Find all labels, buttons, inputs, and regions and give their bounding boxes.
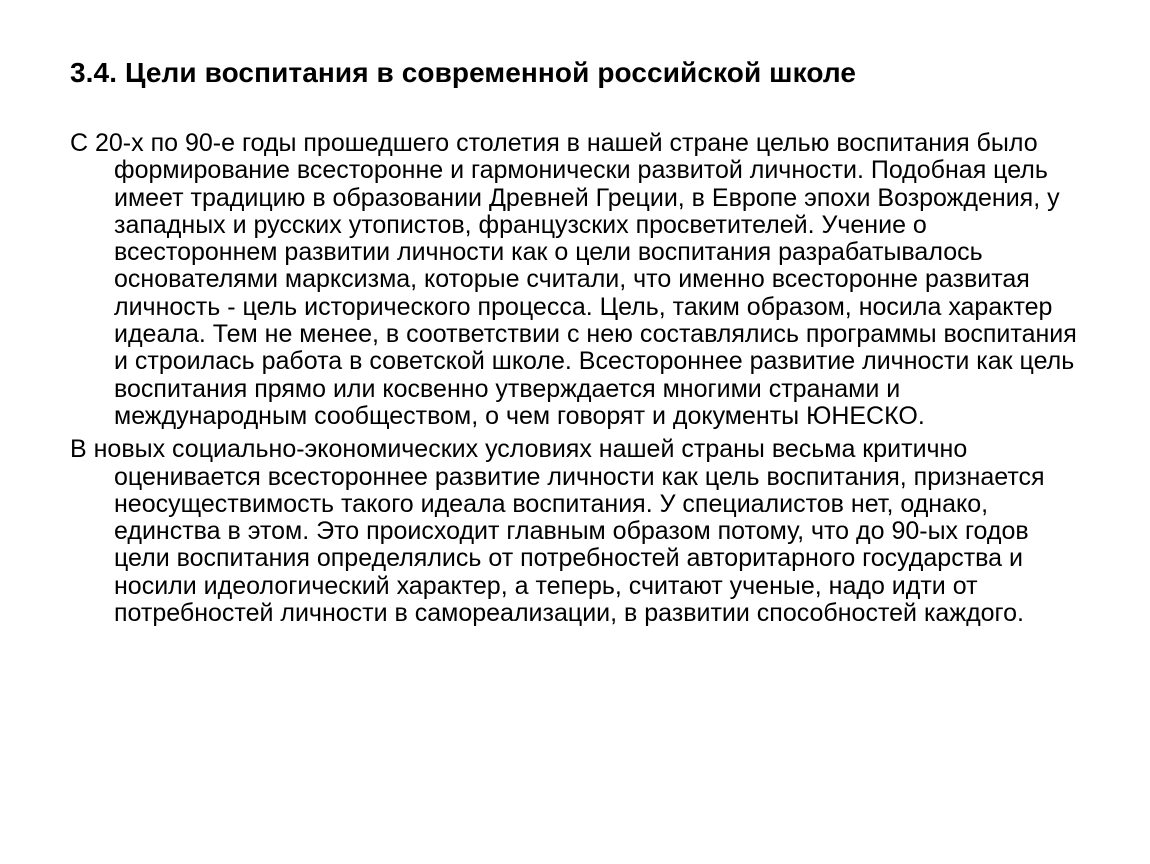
slide-title: 3.4. Цели воспитания в современной российской школе (70, 57, 857, 88)
paragraph-new-conditions: В новых социально-экономических условиях нашей страны весьма критично оценивается всестороннее развитие личности как цель воспитания, признается неосуществимость такого идеала воспитания. У специалистов нет, однако, единства в этом. Это происходит главным образом потому, что до 90-ых годов цели воспитания определялись от потребностей авторитарного государства и носили идеологический характер, а теперь, считают ученые, надо идти от потребностей личности в самореализации, в развитии способностей каждого. (70, 435, 1045, 628)
slide-body (70, 130, 1080, 633)
paragraph-soviet-era-goal: С 20-х по 90-е годы прошедшего столетия в нашей стране целью воспитания было формирование всесторонне и гармонически развитой личности. Подобная цель имеет традицию в образовании Древней Греции, в Европе эпохи Возрождения, у западных и русских утопистов, французских просветителей. Учение о всестороннем развитии личности как о цели воспитания разрабатывалось основателями марксизма, которые считали, что именно всесторонне развитая личность - цель исторического процесса. Цель, таким образом, носила характер идеала. Тем не менее, в соответствии с нею составлялись программы воспитания и строилась работа в советской школе. Всестороннее развитие личности как цель воспитания прямо или косвенно утверждается многими странами и международным сообществом, о чем говорят и документы ЮНЕСКО. (70, 129, 1077, 430)
